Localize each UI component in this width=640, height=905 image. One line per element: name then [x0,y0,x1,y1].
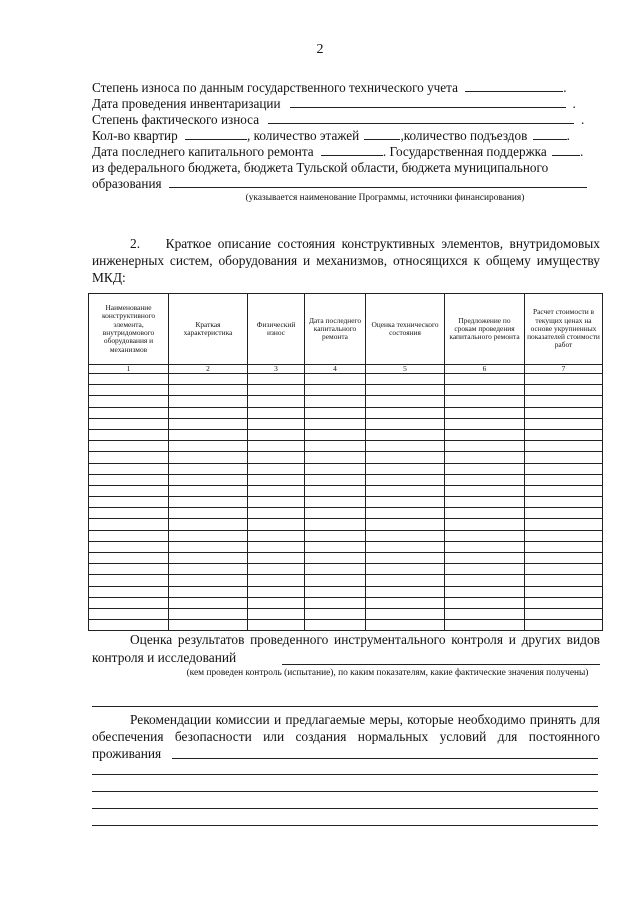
table-cell[interactable] [248,620,305,631]
table-row [89,541,603,552]
table-cell[interactable] [89,519,169,530]
table-row [89,575,603,586]
table-cell[interactable] [305,474,366,485]
table-cell[interactable] [169,441,248,452]
table-cell[interactable] [305,429,366,440]
recommendations-line[interactable] [92,808,598,809]
table-row [89,508,603,519]
table-cell[interactable] [169,374,248,385]
table-cell[interactable] [366,597,445,608]
table-cell[interactable] [366,586,445,597]
table-cell[interactable] [366,374,445,385]
table-cell[interactable] [89,374,169,385]
table-cell[interactable] [366,441,445,452]
table-row [89,441,603,452]
table-cell[interactable] [525,474,603,485]
table-cell[interactable] [89,474,169,485]
table-cell[interactable] [89,385,169,396]
table-cell[interactable] [89,429,169,440]
recommendations-field[interactable] [172,758,598,759]
table-cell[interactable] [305,452,366,463]
table-cell[interactable] [445,374,525,385]
table-header-cell: Оценка технического состояния [366,294,445,365]
table-cell[interactable] [445,508,525,519]
table-cell[interactable] [445,463,525,474]
table-cell[interactable] [525,586,603,597]
table-cell[interactable] [445,407,525,418]
table-cell[interactable] [169,396,248,407]
table-cell[interactable] [525,519,603,530]
table-row [89,429,603,440]
table-cell[interactable] [525,463,603,474]
column-number: 1 [89,365,169,374]
last-repair-label: Дата последнего капитального ремонта [92,144,314,159]
table-cell[interactable] [248,396,305,407]
table-cell[interactable] [366,407,445,418]
column-number: 6 [445,365,525,374]
table-cell[interactable] [89,407,169,418]
table-cell[interactable] [525,407,603,418]
table-cell[interactable] [169,553,248,564]
table-cell[interactable] [169,608,248,619]
column-number: 5 [366,365,445,374]
table-cell[interactable] [169,452,248,463]
table-row [89,597,603,608]
table-cell[interactable] [89,396,169,407]
table-header-cell: Физический износ [248,294,305,365]
table-cell[interactable] [248,519,305,530]
table-cell[interactable] [305,586,366,597]
page-number: 2 [316,42,324,57]
recommendations-text: Рекомендации комиссии и предлагаемые меры, которые необходимо принять для обеспечения безопасности или создания нормальных условий для постоянного проживания [92,712,600,761]
table-cell[interactable] [305,385,366,396]
table-row [89,463,603,474]
table-cell[interactable] [445,553,525,564]
table-cell[interactable] [525,497,603,508]
table-row [89,530,603,541]
table-cell[interactable] [445,385,525,396]
table-cell[interactable] [525,441,603,452]
table-row [89,608,603,619]
table-cell[interactable] [366,485,445,496]
table-cell[interactable] [248,418,305,429]
table-cell[interactable] [169,463,248,474]
table-cell[interactable] [525,597,603,608]
table-cell[interactable] [169,508,248,519]
table-cell[interactable] [366,474,445,485]
table-header-cell: Расчет стоимости в текущих ценах на основе укрупненных показателей стоимости работ [525,294,603,365]
table-cell[interactable] [366,564,445,575]
last-repair-field[interactable] [321,144,383,156]
table-cell[interactable] [525,396,603,407]
table-header-cell: Наименование конструктивного элемента, внутридомового оборудования и механизмов [89,294,169,365]
table-cell[interactable] [305,374,366,385]
table-cell[interactable] [305,441,366,452]
table-cell[interactable] [169,519,248,530]
table-row [89,620,603,631]
table-cell[interactable] [169,407,248,418]
table-cell[interactable] [445,429,525,440]
table-cell[interactable] [445,597,525,608]
table-row [89,519,603,530]
table-cell[interactable] [169,485,248,496]
table-cell[interactable] [248,407,305,418]
assessment-text: Оценка результатов проведенного инструментального контроля и других видов контроля и исследований [92,632,600,665]
floors-field[interactable] [364,128,400,140]
table-cell[interactable] [89,541,169,552]
table-row [89,586,603,597]
recommendations-line[interactable] [92,774,598,775]
table-cell[interactable] [169,385,248,396]
table-cell[interactable] [89,553,169,564]
table-cell[interactable] [366,541,445,552]
table-cell[interactable] [248,474,305,485]
table-cell[interactable] [89,485,169,496]
table-cell[interactable] [305,519,366,530]
table-cell[interactable] [169,541,248,552]
table-row [89,385,603,396]
inventory-date-label: Дата проведения инвентаризации [92,96,281,111]
table-cell[interactable] [248,485,305,496]
table-cell[interactable] [525,508,603,519]
table-cell[interactable] [248,553,305,564]
table-row [89,485,603,496]
counts-line: Кол-во квартир , количество этажей ,количество подъездов . [92,128,570,143]
table-cell[interactable] [525,485,603,496]
table-cell[interactable] [248,575,305,586]
table-cell[interactable] [89,608,169,619]
table-cell[interactable] [169,597,248,608]
table-header-cell: Дата последнего капитального ремонта [305,294,366,365]
table-cell[interactable] [445,418,525,429]
table-cell[interactable] [305,564,366,575]
table-cell[interactable] [89,508,169,519]
section-2-text: Краткое описание состояния конструктивных элементов, внутридомовых инженерных систем, оборудования и механизмов, относящихся к общему имуществу МКД: [92,236,600,285]
table-cell[interactable] [366,608,445,619]
table-cell[interactable] [366,620,445,631]
table-cell[interactable] [248,541,305,552]
column-number: 3 [248,365,305,374]
table-cell[interactable] [525,374,603,385]
table-cell[interactable] [305,608,366,619]
table-cell[interactable] [89,497,169,508]
table-cell[interactable] [525,452,603,463]
table-cell[interactable] [445,441,525,452]
table-cell[interactable] [305,407,366,418]
table-cell[interactable] [89,597,169,608]
table-body [89,374,603,631]
table-cell[interactable] [445,575,525,586]
section-2-number: 2. [130,236,141,251]
column-number-row [89,365,603,374]
table-row [89,452,603,463]
table-cell[interactable] [445,586,525,597]
last-repair-line: Дата последнего капитального ремонта . Государственная поддержка . [92,144,584,159]
table-cell[interactable] [305,485,366,496]
table-cell[interactable] [366,519,445,530]
table-cell[interactable] [248,586,305,597]
table-cell[interactable] [445,620,525,631]
entrances-label: ,количество подъездов [400,128,528,143]
table-cell[interactable] [525,564,603,575]
elements-table [88,293,603,631]
column-number: 4 [305,365,366,374]
table-header-cell: Краткая характеристика [169,294,248,365]
table-cell[interactable] [248,452,305,463]
actual-wear-field[interactable] [268,112,574,124]
table-header-cell: Предложение по срокам проведения капитального ремонта [445,294,525,365]
table-cell[interactable] [366,530,445,541]
table-cell[interactable] [305,418,366,429]
table-cell[interactable] [366,575,445,586]
table-row [89,497,603,508]
table-cell[interactable] [445,541,525,552]
apartments-field[interactable] [185,128,247,140]
wear-state-label: Степень износа по данным государственного технического учета [92,80,458,95]
formation-note: (указывается наименование Программы, источники финансирования) [245,193,525,203]
inventory-date-line: Дата проведения инвентаризации . [92,96,576,111]
table-cell[interactable] [305,530,366,541]
table-cell[interactable] [248,497,305,508]
table-cell[interactable] [525,620,603,631]
table-cell[interactable] [89,441,169,452]
table-cell[interactable] [248,441,305,452]
table-cell[interactable] [248,530,305,541]
table-cell[interactable] [445,564,525,575]
table-cell[interactable] [305,463,366,474]
table-cell[interactable] [525,429,603,440]
inventory-date-field[interactable] [290,96,566,108]
table-cell[interactable] [248,508,305,519]
table-cell[interactable] [248,597,305,608]
table-cell[interactable] [89,564,169,575]
table-cell[interactable] [445,485,525,496]
table-cell[interactable] [169,586,248,597]
table-row [89,564,603,575]
section-2-paragraph [92,235,600,286]
table-cell[interactable] [366,429,445,440]
table-cell[interactable] [89,620,169,631]
table-cell[interactable] [525,530,603,541]
table-cell[interactable] [305,508,366,519]
table-cell[interactable] [305,620,366,631]
table-cell[interactable] [525,553,603,564]
table-cell[interactable] [169,564,248,575]
support-line-2: из федерального бюджета, бюджета Тульской области, бюджета муниципального [92,160,549,175]
table-cell[interactable] [305,575,366,586]
table-cell[interactable] [366,497,445,508]
table-cell[interactable] [445,608,525,619]
table-cell[interactable] [305,597,366,608]
table-row [89,474,603,485]
table-cell[interactable] [169,620,248,631]
table-header-row [89,294,603,365]
entrances-field[interactable] [533,128,567,140]
table-cell[interactable] [89,530,169,541]
table-row [89,418,603,429]
table-cell[interactable] [525,418,603,429]
recommendations-line[interactable] [92,791,598,792]
table-cell[interactable] [366,463,445,474]
table-cell[interactable] [248,564,305,575]
table-cell[interactable] [248,429,305,440]
formation-field[interactable] [169,176,587,188]
column-number: 2 [169,365,248,374]
table-cell[interactable] [366,452,445,463]
table-cell[interactable] [248,608,305,619]
table-cell[interactable] [169,418,248,429]
table-cell[interactable] [169,530,248,541]
table-cell[interactable] [169,575,248,586]
wear-state-field[interactable] [465,80,563,92]
table-cell[interactable] [248,385,305,396]
table-cell[interactable] [366,418,445,429]
support-label: . Государственная поддержка [382,144,547,159]
table-cell[interactable] [445,396,525,407]
table-cell[interactable] [169,474,248,485]
table-cell[interactable] [366,385,445,396]
table-cell[interactable] [525,608,603,619]
table-row [89,553,603,564]
table-cell[interactable] [305,553,366,564]
column-number: 7 [525,365,603,374]
table-row [89,374,603,385]
recommendations-line[interactable] [92,825,598,826]
table-cell[interactable] [89,452,169,463]
assessment-field[interactable] [282,664,600,665]
table-row [89,407,603,418]
table-cell[interactable] [305,396,366,407]
actual-wear-label: Степень фактического износа [92,112,260,127]
table-cell[interactable] [169,497,248,508]
wear-state-line: Степень износа по данным государственного технического учета . [92,80,567,95]
floors-label: , количество этажей [247,128,360,143]
table-cell[interactable] [445,474,525,485]
support-field[interactable] [552,144,580,156]
table-cell[interactable] [525,541,603,552]
table-cell[interactable] [525,385,603,396]
table-cell[interactable] [445,497,525,508]
table-cell[interactable] [305,497,366,508]
table-cell[interactable] [248,374,305,385]
table-cell[interactable] [445,530,525,541]
table-cell[interactable] [366,553,445,564]
table-cell[interactable] [445,452,525,463]
table-cell[interactable] [89,463,169,474]
table-cell[interactable] [525,575,603,586]
table-cell[interactable] [366,396,445,407]
table-cell[interactable] [89,575,169,586]
table-cell[interactable] [248,463,305,474]
table-cell[interactable] [366,508,445,519]
table-cell[interactable] [305,541,366,552]
assessment-extra-line[interactable] [92,706,598,707]
table-cell[interactable] [169,429,248,440]
actual-wear-line: Степень фактического износа . [92,112,585,127]
table-cell[interactable] [445,519,525,530]
table-row [89,396,603,407]
apartments-label: Кол-во квартир [92,128,178,143]
formation-label: образования [92,176,162,191]
formation-line [92,176,600,192]
table-cell[interactable] [89,418,169,429]
assessment-note: (кем проведен контроль (испытание), по каким показателям, какие фактические значения получены) [186,668,589,678]
table-cell[interactable] [89,586,169,597]
